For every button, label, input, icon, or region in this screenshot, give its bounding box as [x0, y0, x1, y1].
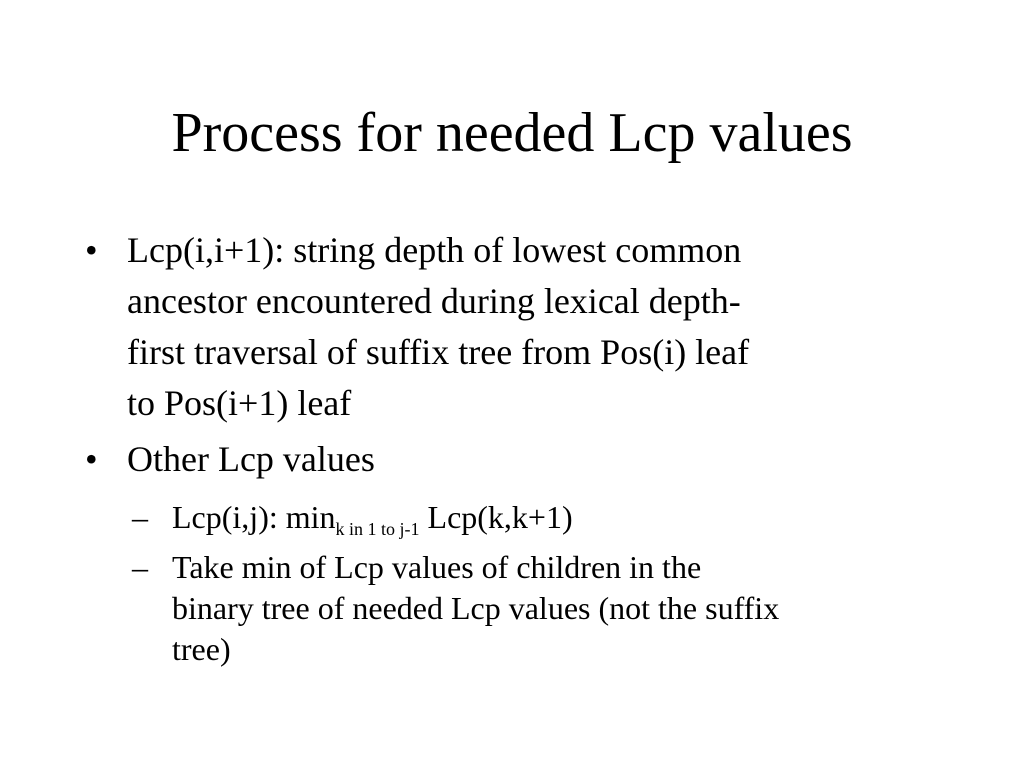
subbullet-marker: –	[132, 549, 148, 585]
slide-title: Process for needed Lcp values	[171, 102, 853, 164]
formula-prefix: Lcp(i,j): min	[172, 499, 336, 535]
subbullet-text	[172, 497, 952, 538]
bullet-marker: •	[85, 230, 98, 270]
formula-suffix: Lcp(k,k+1)	[419, 499, 573, 535]
subbullet-marker: –	[132, 499, 148, 535]
bullet-text: Lcp(i,i+1): string depth of lowest common ancestor encountered during lexical depth- first traversal of suffix tree from Pos(i) leaf to Pos(i+1) leaf	[127, 230, 750, 423]
bullet-text: Other Lcp values	[127, 439, 375, 479]
formula-subscript: k in 1 to j-1	[335, 519, 420, 539]
bullet-marker: •	[85, 439, 98, 479]
subbullet-text: Take min of Lcp values of children in the binary tree of needed Lcp values (not the suffix tree)	[172, 549, 780, 667]
